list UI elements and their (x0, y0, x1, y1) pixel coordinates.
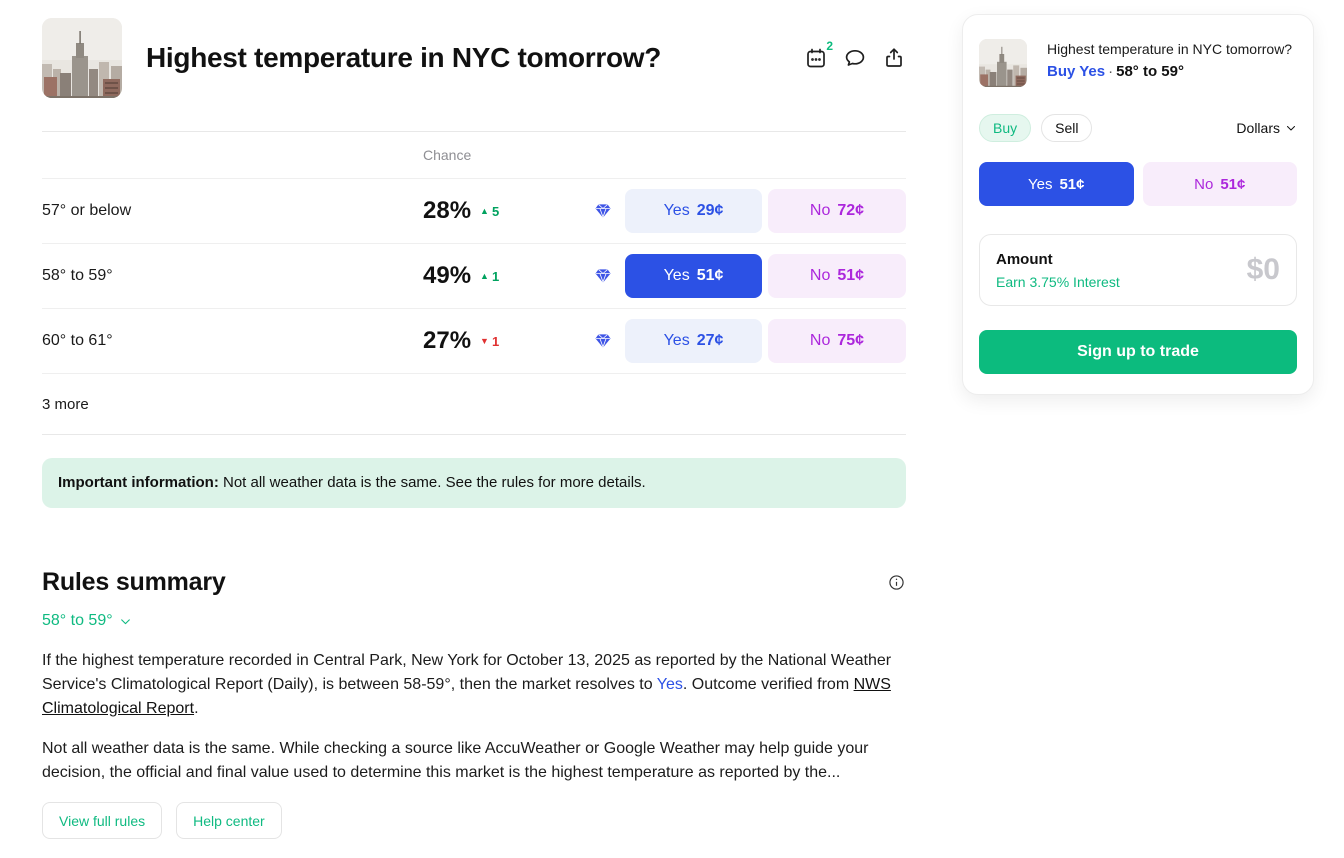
side-label: Buy Yes (1047, 63, 1106, 80)
chevron-down-icon (119, 615, 132, 628)
trade-tabs (979, 114, 1297, 142)
chevron-down-icon (1285, 122, 1297, 134)
comment-icon[interactable] (843, 46, 867, 70)
calendar-icon[interactable] (804, 39, 833, 70)
view-full-rules-button[interactable]: View full rules (42, 802, 162, 839)
chance-value: 27% ▼ 1 (423, 327, 500, 354)
trade-panel-title: Highest temperature in NYC tomorrow? (1047, 41, 1293, 57)
chance-column-header: Chance (423, 147, 472, 163)
yes-price-button[interactable]: Yes 29¢ (625, 189, 762, 233)
market-header (42, 18, 906, 98)
tab-sell[interactable]: Sell (1041, 114, 1092, 142)
page-title: Highest temperature in NYC tomorrow? (146, 42, 662, 73)
contract-selector-dropdown[interactable]: 58° to 59° (42, 612, 132, 630)
market-thumbnail-small (979, 39, 1027, 87)
market-thumbnail (42, 18, 122, 98)
help-center-button[interactable]: Help center (176, 802, 282, 839)
chance-value: 49% ▲ 1 (423, 262, 500, 289)
important-info-banner (42, 458, 906, 508)
banner-bold-text: Important information: (58, 474, 219, 491)
table-header (42, 132, 906, 179)
rules-summary-section (42, 568, 906, 839)
amount-input[interactable] (979, 234, 1297, 306)
info-icon[interactable] (887, 573, 906, 592)
outcome-label: 60° to 61° (42, 332, 113, 349)
yes-price-button[interactable]: Yes 51¢ (625, 254, 762, 298)
trade-panel (962, 14, 1314, 395)
chance-delta: ▲ 1 (480, 268, 500, 284)
share-icon[interactable] (882, 46, 906, 70)
table-row (42, 244, 906, 309)
outcome-label: 57° or below (42, 202, 132, 219)
delta-arrow-icon: ▲ (480, 205, 489, 216)
rules-paragraph-2: Not all weather data is the same. While checking a source like AccuWeather or Google Weather may help guide your decision, the official and final value used to determine this market is the highest temperature as reported by the... (42, 740, 869, 781)
banner-text: Not all weather data is the same. See the rules for more details. (218, 474, 646, 491)
gem-icon[interactable] (593, 331, 613, 351)
currency-dropdown[interactable]: Dollars (1236, 120, 1297, 136)
delta-arrow-icon: ▼ (480, 335, 489, 346)
show-more-rows[interactable]: 3 more (42, 374, 906, 435)
nws-report-link[interactable]: NWS Climatological Report (42, 676, 891, 717)
amount-label: Amount (996, 250, 1053, 268)
outcomes-table (42, 131, 906, 435)
chance-delta: ▲ 5 (480, 203, 500, 219)
delta-arrow-icon: ▲ (480, 270, 489, 281)
market-main-column (42, 0, 906, 839)
table-row (42, 309, 906, 374)
contract-label: 58° to 59° (1116, 63, 1184, 80)
outcome-label: 58° to 59° (42, 267, 113, 284)
table-row (42, 179, 906, 244)
chance-delta: ▼ 1 (480, 333, 500, 349)
gem-icon[interactable] (593, 201, 613, 221)
trade-panel-subtitle: Buy Yes · 58° to 59° (1047, 63, 1184, 80)
rules-summary-title: Rules summary (42, 568, 226, 596)
amount-value: $0 (1246, 253, 1280, 286)
rules-paragraph-1: If the highest temperature recorded in Central Park, New York for October 13, 2025 as reported by the National Weather Service's Climatological Report (Daily), is between 58-59°, then the market resolves to Yes. Outcome verified from NWS Climatological Report. (42, 652, 892, 717)
no-price-button[interactable]: No 51¢ (768, 254, 906, 298)
no-price-button[interactable]: No 75¢ (768, 319, 906, 363)
trade-panel-header (979, 39, 1297, 87)
no-trade-button[interactable]: No 51¢ (1143, 162, 1298, 206)
tab-buy[interactable]: Buy (979, 114, 1031, 142)
calendar-badge: 2 (826, 39, 833, 53)
yes-link[interactable]: Yes (656, 676, 683, 693)
yes-price-button[interactable]: Yes 27¢ (625, 319, 762, 363)
interest-note: Earn 3.75% Interest (996, 273, 1120, 290)
gem-icon[interactable] (593, 266, 613, 286)
chance-value: 28% ▲ 5 (423, 197, 500, 224)
sign-up-to-trade-button[interactable]: Sign up to trade (979, 330, 1297, 374)
no-price-button[interactable]: No 72¢ (768, 189, 906, 233)
header-actions (804, 39, 906, 70)
yes-trade-button[interactable]: Yes 51¢ (979, 162, 1134, 206)
